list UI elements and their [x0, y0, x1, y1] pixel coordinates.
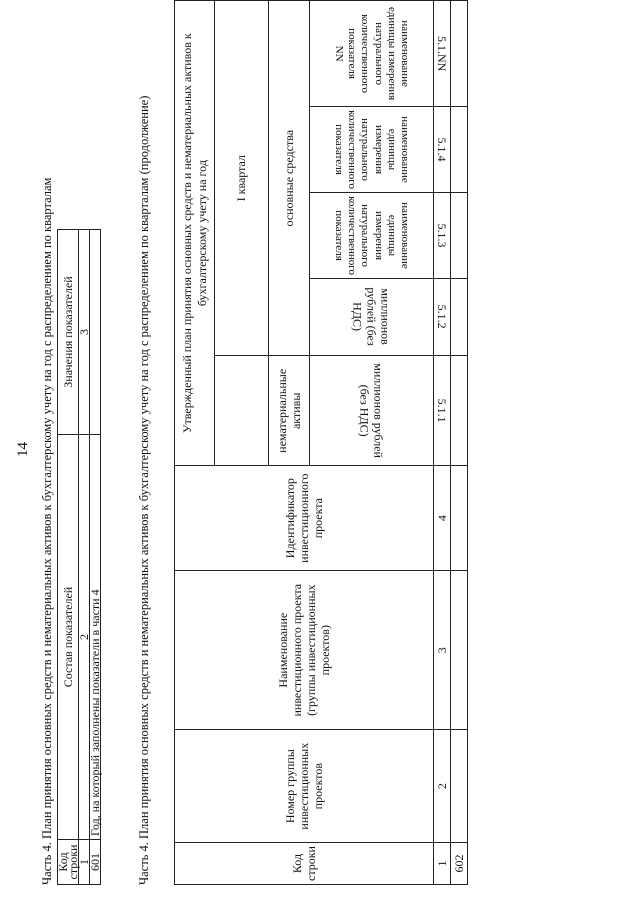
plan-table — [174, 0, 468, 885]
row-value — [90, 230, 101, 435]
header-row-code: Код строки — [175, 843, 434, 885]
cell-empty — [451, 278, 468, 356]
years-table — [57, 229, 101, 885]
header-unit-nn: наименование единицы измерения натурального количественного показателя NN — [310, 1, 434, 107]
header-unit-2: наименование единицы измерения натурального количественного показателя — [310, 106, 434, 192]
row-description: Год, на который заполнены показатели в части 4 — [90, 435, 101, 840]
header-approved-plan: Утвержденный план принятия основных средств и нематериальных активов к бухгалтерскому учету на год — [175, 1, 215, 466]
col-number: 5.1.2 — [434, 278, 451, 356]
col-number: 1 — [434, 843, 451, 885]
cell-empty — [451, 356, 468, 466]
col-number: 1 — [79, 840, 90, 885]
cell-empty — [451, 466, 468, 571]
header-intangible-assets: нематериальные активы — [269, 356, 310, 466]
col-number: 5.1.NN — [434, 1, 451, 107]
header-row-code: Код строки — [58, 840, 79, 885]
header-project-name: Наименование инвестиционного проекта (группы инвестиционных проектов) — [175, 571, 434, 730]
row-code: 602 — [451, 843, 468, 885]
cell-empty — [451, 192, 468, 278]
header-group-number: Номер группы инвестиционных проектов — [175, 730, 434, 843]
col-number: 5.1.1 — [434, 356, 451, 466]
section-title: Часть 4. План принятия основных средств и нематериальных активов к бухгалтерскому учету на год с распределением по кварталам — [40, 177, 54, 885]
header-empty — [215, 356, 269, 466]
col-number: 3 — [434, 571, 451, 730]
cell-empty — [451, 730, 468, 843]
section-title-continued: Часть 4. План принятия основных средств и нематериальных активов к бухгалтерскому учету на год с распределением по кварталам (продолжение) — [137, 95, 151, 885]
header-indicators: Состав показателей — [58, 435, 79, 840]
header-quarter: I квартал — [215, 1, 269, 356]
header-rub-fixed: миллионов рублей (без НДС) — [310, 278, 434, 356]
page-number: 14 — [15, 442, 31, 457]
col-number: 4 — [434, 466, 451, 571]
header-project-id: Идентификатор инвестиционного проекта — [175, 466, 434, 571]
col-number: 2 — [434, 730, 451, 843]
header-values: Значения показателей — [58, 230, 79, 435]
table-header-row — [58, 230, 79, 885]
header-fixed-assets: основные средства — [269, 1, 310, 356]
table-row — [451, 1, 468, 885]
col-number: 2 — [79, 435, 90, 840]
header-rub-intangible: миллионов рублей (без НДС) — [310, 356, 434, 466]
col-number: 5.1.3 — [434, 192, 451, 278]
col-number: 5.1.4 — [434, 106, 451, 192]
column-number-row — [434, 1, 451, 885]
table-row — [90, 230, 101, 885]
cell-empty — [451, 571, 468, 730]
header-unit-1: наименование единицы измерения натурального количественного показателя — [310, 192, 434, 278]
col-number: 3 — [79, 230, 90, 435]
cell-empty — [451, 1, 468, 107]
plan-header-row — [175, 1, 215, 885]
row-code: 601 — [90, 840, 101, 885]
cell-empty — [451, 106, 468, 192]
